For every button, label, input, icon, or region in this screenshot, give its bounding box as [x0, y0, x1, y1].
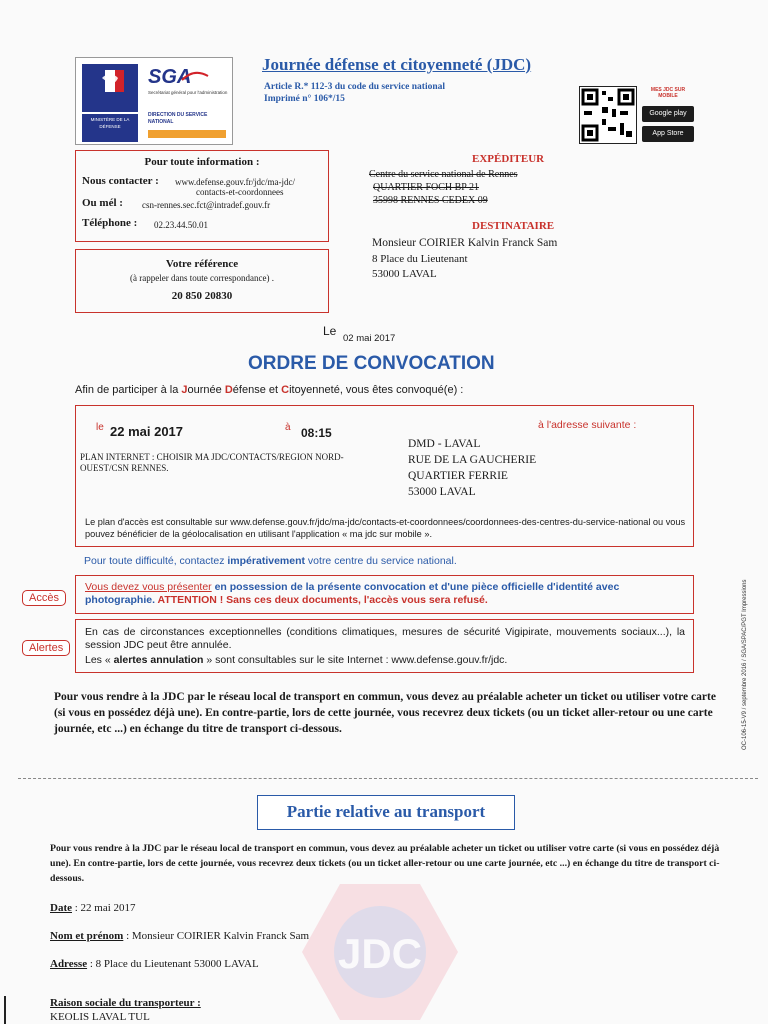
transport-info-lower: Pour vous rendre à la JDC par le réseau local de transport en commun, vous devez au préalable acheter un ticket ou utiliser votre carte (si vous en possédez déjà une). En contre-partie, lors de cette journée, vous recevrez deux tickets (ou un ticket aller-retour ou une carte journée, etc ...) en échange du titre de transport ci-dessous. — [50, 843, 720, 884]
convocation-addr-1: DMD - LAVAL — [408, 438, 481, 450]
stamp-text: JDC — [337, 930, 423, 977]
access-plan-text: Le plan d'accès est consultable sur www.defense.gouv.fr/jdc/ma-jdc/contacts-et-coordonnees/coordonnees-des-centres-du-service-national ou vous pouvez bénéficier de la géolocalisation en utilisant l'application « ma jdc sur mobile ». — [85, 517, 686, 539]
a-label: à — [285, 422, 291, 433]
le-label: le — [96, 422, 104, 433]
article-ref: Article R.* 112-3 du code du service national — [264, 82, 446, 92]
transport-info-upper: Pour vous rendre à la JDC par le réseau local de transport en commun, vous devez au préalable acheter un ticket ou utiliser votre carte (si vous en possédez déjà une). En contre-partie, lors de cette journée, vous recevrez deux tickets (ou un ticket aller-retour ou une carte journée, etc ...) en échange du titre de transport ci-dessous. — [54, 691, 716, 735]
convocation-addr-3: QUARTIER FERRIE — [408, 470, 508, 482]
acces-text: Vous devez vous présenter en possession de la présente convocation et d'une pièce officielle d'identité avec photographie. ATTENTION ! Sans ces deux documents, l'accès vous sera refusé. — [85, 581, 620, 606]
google-play-button[interactable]: Google play — [642, 106, 694, 122]
app-store-button[interactable]: App Store — [642, 126, 694, 142]
cut-line — [18, 778, 758, 779]
marianne-icon — [82, 64, 138, 112]
recipient-city: 53000 LAVAL — [372, 268, 437, 280]
transport-address-row: Adresse : 8 Place du Lieutenant 53000 LAVAL — [50, 958, 259, 970]
transport-title: Partie relative au transport — [286, 802, 486, 821]
imprime-ref: Imprimé n° 106*/15 — [264, 94, 345, 104]
plan-internet: PLAN INTERNET : CHOISIR MA JDC/CONTACTS/REGION NORD-OUEST/CSN RENNES. — [80, 452, 344, 473]
mail-value[interactable]: csn-rennes.sec.fct@intradef.gouv.fr — [142, 200, 271, 210]
sender-line-1: Centre du service national de Rennes — [369, 169, 518, 180]
sga-subtitle: Secrétariat général pour l'administration — [148, 90, 228, 95]
side-document-code: OC-106-15-V9 / septembre 2016 / SGA/SPAC/PGT Impressions — [742, 579, 748, 750]
convocation-time: 08:15 — [301, 426, 332, 440]
reference-box — [75, 249, 329, 313]
recipient-name: Monsieur COIRIER Kalvin Franck Sam — [372, 237, 558, 249]
contact-link-2[interactable]: contacts-et-coordonnees — [196, 187, 284, 197]
reference-heading: Votre référence — [165, 258, 239, 270]
convocation-title: ORDRE DE CONVOCATION — [248, 353, 495, 374]
sga-logo: SGA — [148, 66, 192, 88]
qr-code-icon[interactable] — [579, 86, 637, 144]
sender-line-2: QUARTIER FOCH BP 21 — [373, 182, 479, 193]
convocation-addr-2: RUE DE LA GAUCHERIE — [408, 454, 537, 466]
alertes-box — [75, 619, 694, 673]
direction-label: DIRECTION DU SERVICE NATIONAL — [148, 112, 208, 125]
phone-value: 02.23.44.50.01 — [154, 220, 208, 230]
sender-heading: EXPÉDITEUR — [472, 153, 545, 165]
info-heading: Pour toute information : — [144, 156, 260, 168]
acces-tag: Accès — [22, 590, 66, 606]
alertes-text: En cas de circonstances exceptionnelles (conditions climatiques, mesures de sécurité Vigipirate, mouvements sociaux...), la session JDC peut être annulée. — [85, 626, 685, 651]
sga-swoosh-icon — [180, 70, 210, 84]
alertes-link-text: Les « alertes annulation » sont consultables sur le site Internet : www.defense.gouv.fr/jdc. — [85, 654, 508, 666]
page-title: Journée défense et citoyenneté (JDC) — [262, 55, 532, 74]
convocation-box — [75, 405, 694, 547]
transport-name-row: Nom et prénom : Monsieur COIRIER Kalvin Franck Sam — [50, 930, 310, 942]
recipient-street: 8 Place du Lieutenant — [372, 253, 468, 265]
reference-number: 20 850 20830 — [171, 290, 233, 302]
contact-link[interactable]: www.defense.gouv.fr/jdc/ma-jdc/ — [175, 177, 296, 187]
recipient-heading: DESTINATAIRE — [472, 220, 555, 232]
convocation-intro: Afin de participer à la Journée Défense et Citoyenneté, vous êtes convoqué(e) : — [75, 384, 464, 396]
address-label: à l'adresse suivante : — [538, 419, 637, 431]
info-box — [75, 150, 329, 242]
convocation-date: 22 mai 2017 — [110, 424, 184, 439]
transport-date-row: Date : 22 mai 2017 — [50, 902, 136, 914]
difficulty-text: Pour toute difficulté, contactez impérativement votre centre du service national. — [84, 555, 457, 567]
phone-label: Téléphone : — [82, 217, 138, 229]
alertes-tag: Alertes — [22, 640, 70, 656]
convocation-addr-4: 53000 LAVAL — [408, 486, 476, 498]
scan-edge-mark — [4, 996, 6, 1024]
carrier-label: Raison sociale du transporteur : — [50, 997, 201, 1009]
contact-label: Nous contacter : — [82, 175, 159, 187]
orange-bar — [148, 130, 226, 138]
date-value: 02 mai 2017 — [343, 333, 396, 344]
ministry-label: MINISTÈRE DE LA DÉFENSE — [82, 114, 138, 142]
app-badge-label: MES JDC SUR MOBILE — [650, 87, 686, 99]
sender-line-3: 35998 RENNES CEDEX 09 — [373, 195, 488, 206]
ministry-logo — [75, 57, 233, 145]
acces-box — [75, 575, 694, 614]
transport-title-box — [257, 795, 515, 830]
date-prefix: Le — [323, 324, 337, 338]
carrier-value: KEOLIS LAVAL TUL — [50, 1011, 150, 1023]
jdc-stamp-icon — [300, 880, 460, 1024]
reference-note: (à rappeler dans toute correspondance) . — [130, 273, 274, 283]
mail-label: Ou mél : — [82, 197, 123, 209]
